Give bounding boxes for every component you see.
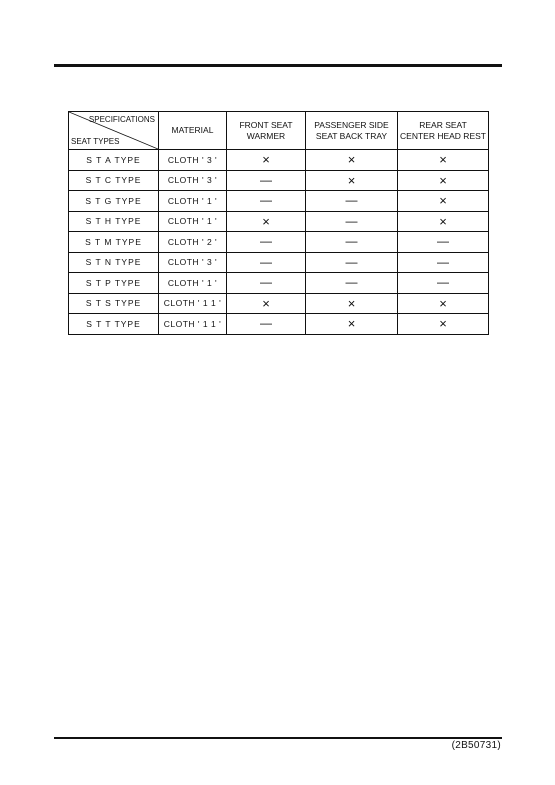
- availability-mark: ×: [439, 295, 447, 311]
- seat-types-label: SEAT TYPES: [71, 137, 120, 146]
- availability-mark: —: [260, 234, 272, 249]
- headrest-cell: [398, 191, 489, 212]
- availability-mark: ×: [439, 193, 447, 209]
- specifications-label: SPECIFICATIONS: [88, 115, 155, 124]
- table-row: [69, 211, 489, 232]
- availability-mark: ×: [347, 172, 356, 188]
- seat-type-cell: S T H TYPE: [69, 211, 159, 232]
- top-rule: [54, 64, 502, 67]
- material-cell: CLOTH ' 1 1 ': [159, 293, 227, 314]
- seat-type-cell: S T C TYPE: [69, 170, 159, 191]
- seat-specifications-table: [68, 111, 489, 335]
- availability-mark: ×: [347, 152, 356, 168]
- warmer-cell: [227, 232, 306, 253]
- availability-mark: —: [345, 213, 358, 228]
- seat-type-cell: S T T TYPE: [69, 314, 159, 335]
- availability-mark: ×: [347, 316, 356, 332]
- material-cell: CLOTH ' 1 ': [159, 211, 227, 232]
- warmer-cell: [227, 273, 306, 294]
- headrest-cell: [398, 252, 489, 273]
- table-row: [69, 273, 489, 294]
- seat-type-cell: S T M TYPE: [69, 232, 159, 253]
- front-seat-warmer-header: FRONT SEAT WARMER: [227, 112, 306, 150]
- seat-type-cell: S T N TYPE: [69, 252, 159, 273]
- availability-mark: ×: [439, 316, 447, 332]
- table-row: [69, 232, 489, 253]
- tray-cell: [306, 170, 398, 191]
- warmer-cell: [227, 191, 306, 212]
- table-row: [69, 252, 489, 273]
- availability-mark: ×: [262, 213, 270, 229]
- availability-mark: —: [437, 234, 449, 249]
- table-header-row: [69, 112, 489, 150]
- headrest-cell: [398, 273, 489, 294]
- headrest-cell: [398, 293, 489, 314]
- availability-mark: —: [260, 275, 272, 290]
- tray-cell: [306, 232, 398, 253]
- headrest-cell: [398, 211, 489, 232]
- warmer-cell: [227, 211, 306, 232]
- tray-cell: [306, 273, 398, 294]
- tray-cell: [306, 293, 398, 314]
- table-row: [69, 293, 489, 314]
- availability-mark: ×: [347, 295, 356, 311]
- availability-mark: —: [437, 254, 449, 269]
- material-cell: CLOTH ' 3 ': [159, 150, 227, 171]
- material-cell: CLOTH ' 3 ': [159, 170, 227, 191]
- tray-cell: [306, 150, 398, 171]
- tray-cell: [306, 252, 398, 273]
- warmer-cell: [227, 314, 306, 335]
- table-row: [69, 150, 489, 171]
- availability-mark: —: [260, 254, 272, 269]
- availability-mark: ×: [439, 213, 447, 229]
- headrest-cell: [398, 232, 489, 253]
- headrest-cell: [398, 170, 489, 191]
- material-header: MATERIAL: [159, 112, 227, 150]
- availability-mark: —: [345, 254, 358, 269]
- availability-mark: —: [345, 234, 358, 249]
- availability-mark: —: [345, 193, 358, 208]
- seat-type-cell: S T S TYPE: [69, 293, 159, 314]
- tray-cell: [306, 314, 398, 335]
- material-cell: CLOTH ' 1 ': [159, 273, 227, 294]
- material-cell: CLOTH ' 1 1 ': [159, 314, 227, 335]
- headrest-cell: [398, 150, 489, 171]
- bottom-rule: [54, 737, 502, 739]
- availability-mark: —: [260, 193, 272, 208]
- warmer-cell: [227, 252, 306, 273]
- material-cell: CLOTH ' 3 ': [159, 252, 227, 273]
- availability-mark: ×: [439, 172, 447, 188]
- availability-mark: ×: [439, 152, 447, 168]
- diagonal-header-cell: [69, 112, 159, 150]
- availability-mark: ×: [262, 152, 270, 168]
- tray-cell: [306, 211, 398, 232]
- passenger-seat-back-tray-header: PASSENGER SIDE SEAT BACK TRAY: [306, 112, 398, 150]
- table-row: [69, 170, 489, 191]
- availability-mark: —: [260, 172, 272, 187]
- warmer-cell: [227, 150, 306, 171]
- headrest-cell: [398, 314, 489, 335]
- availability-mark: —: [260, 316, 272, 331]
- availability-mark: —: [437, 275, 449, 290]
- seat-type-cell: S T P TYPE: [69, 273, 159, 294]
- seat-type-cell: S T G TYPE: [69, 191, 159, 212]
- document-code: (2B50731): [451, 740, 501, 751]
- seat-type-cell: S T A TYPE: [69, 150, 159, 171]
- warmer-cell: [227, 170, 306, 191]
- table-row: [69, 314, 489, 335]
- warmer-cell: [227, 293, 306, 314]
- table-row: [69, 191, 489, 212]
- tray-cell: [306, 191, 398, 212]
- material-cell: CLOTH ' 1 ': [159, 191, 227, 212]
- rear-center-head-rest-header: REAR SEAT CENTER HEAD REST: [398, 112, 489, 150]
- availability-mark: ×: [262, 295, 270, 311]
- availability-mark: —: [345, 275, 358, 290]
- material-cell: CLOTH ' 2 ': [159, 232, 227, 253]
